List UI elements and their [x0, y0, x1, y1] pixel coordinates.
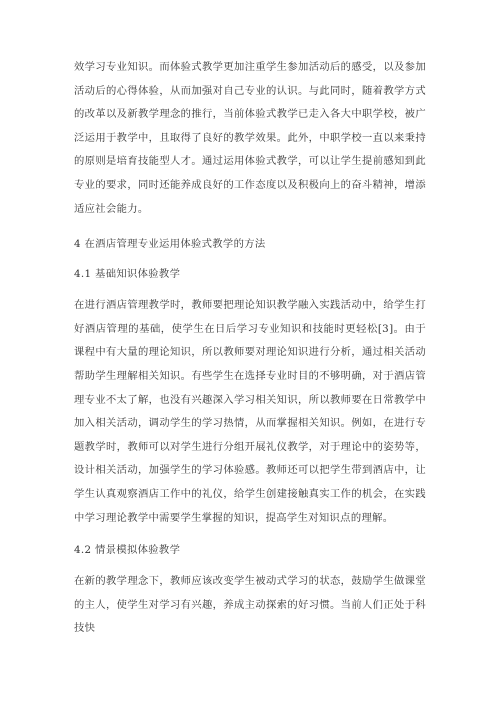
subsection-heading-4-1: 4.1 基础知识体验教学 [74, 268, 181, 281]
paragraph-intro: 效学习专业知识。而体验式教学更加注重学生参加活动后的感受，以及参加活动后的心得体验，从而加强对自己专业的认识。与此同时，随着教学方式的改革以及新教学理念的推行，当前体验式教学已走入各大中职学校，被广泛运用于教学中，且取得了良好的教学效果。此外，中职学校一直以来秉持的原则是培育技能型人才。通过运用体验式教学，可以让学生提前感知到此专业的要求，同时还能养成良好的工作态度以及积极向上的奋斗精神，增添适应社会能力。 [74, 61, 426, 215]
subsection-heading-4-2: 4.2 情景模拟体验教学 [74, 544, 181, 557]
paragraph-scenario-simulation: 在新的教学理念下，教师应该改变学生被动式学习的状态，鼓励学生做课堂的主人，使学生对学习有兴趣，养成主动探索的好习惯。当前人们正处于科技快 [74, 575, 426, 635]
section-heading-4: 4 在酒店管理专业运用体验式教学的方法 [74, 238, 266, 251]
document-page [74, 56, 426, 641]
paragraph-basic-knowledge: 在进行酒店管理教学时，教师要把理论知识教学融入实践活动中，给学生打好酒店管理的基础，使学生在日后学习专业知识和技能时更轻松[3]。由于课程中有大量的理论知识，所以教师要对理论知识进行分析，通过相关活动帮助学生理解相关知识。有些学生在选择专业时目的不够明确，对于酒店管理专业不太了解，也没有兴趣深入学习相关知识，所以教师要在日常教学中加入相关活动，调动学生的学习热情，从而掌握相关知识。例如，在进行专题教学时，教师可以对学生进行分组开展礼仪教学，对于理论中的姿势等，设计相关活动，加强学生的学习体验感。教师还可以把学生带到酒店中，让学生认真观察酒店工作中的礼仪，给学生创建接触真实工作的机会，在实践中学习理论教学中需要学生掌握的知识，提高学生对知识点的理解。 [74, 299, 426, 524]
